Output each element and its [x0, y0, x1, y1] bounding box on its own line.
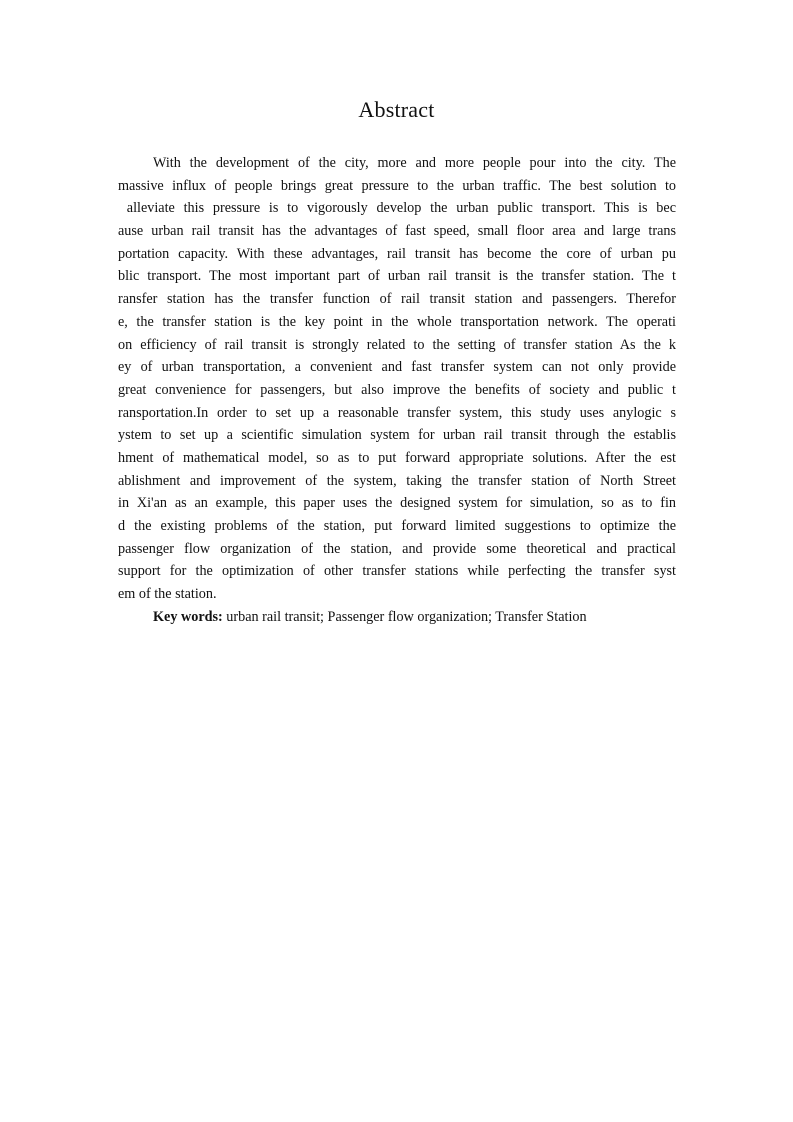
abstract-line: With the development of the city, more and more people pour into the city. The [153, 155, 676, 171]
abstract-line: ransportation.In order to set up a reasonable transfer system, this study uses anylogic s [118, 404, 676, 421]
page-title: Abstract [358, 97, 435, 122]
abstract-line: support for the optimization of other transfer stations while perfecting the transfer syst [118, 563, 676, 580]
abstract-line: ablishment and improvement of the system, taking the transfer station of North Street [118, 472, 676, 489]
abstract-line: hment of mathematical model, so as to put forward appropriate solutions. After the est [118, 449, 676, 466]
abstract-line: blic transport. The most important part of urban rail transit is the transfer station. The t [118, 268, 676, 285]
abstract-line: d the existing problems of the station, put forward limited suggestions to optimize the [118, 518, 676, 534]
abstract-line: ey of urban transportation, a convenient and fast transfer system can not only provide [118, 359, 676, 376]
abstract-line: alleviate this pressure is to vigorously develop the urban public transport. This is bec [118, 200, 676, 217]
abstract-line: ause urban rail transit has the advantages of fast speed, small floor area and large trans [118, 223, 676, 240]
abstract-line: em of the station. [118, 586, 217, 603]
abstract-line: massive influx of people brings great pressure to the urban traffic. The best solution to [118, 177, 676, 194]
abstract-line: portation capacity. With these advantages, rail transit has become the core of urban pu [118, 245, 676, 262]
abstract-line: in Xi'an as an example, this paper uses the designed system for simulation, so as to fin [118, 495, 676, 512]
abstract-line: on efficiency of rail transit is strongly related to the setting of transfer station As the k [118, 336, 676, 353]
abstract-line: ystem to set up a scientific simulation system for urban rail transit through the establis [118, 427, 676, 444]
keywords-line [118, 606, 676, 629]
abstract-line: e, the transfer station is the key point in the whole transportation network. The operati [118, 313, 676, 330]
abstract-line: passenger flow organization of the station, and provide some theoretical and practical [118, 540, 676, 557]
abstract-line: great convenience for passengers, but also improve the benefits of society and public t [118, 381, 676, 398]
abstract-line: ransfer station has the transfer function of rail transit station and passengers. Therefor [118, 291, 676, 308]
abstract-body [118, 152, 676, 628]
keywords-value: urban rail transit; Passenger flow organization; Transfer Station [222, 608, 587, 625]
keywords-label: Key words: [153, 608, 223, 625]
